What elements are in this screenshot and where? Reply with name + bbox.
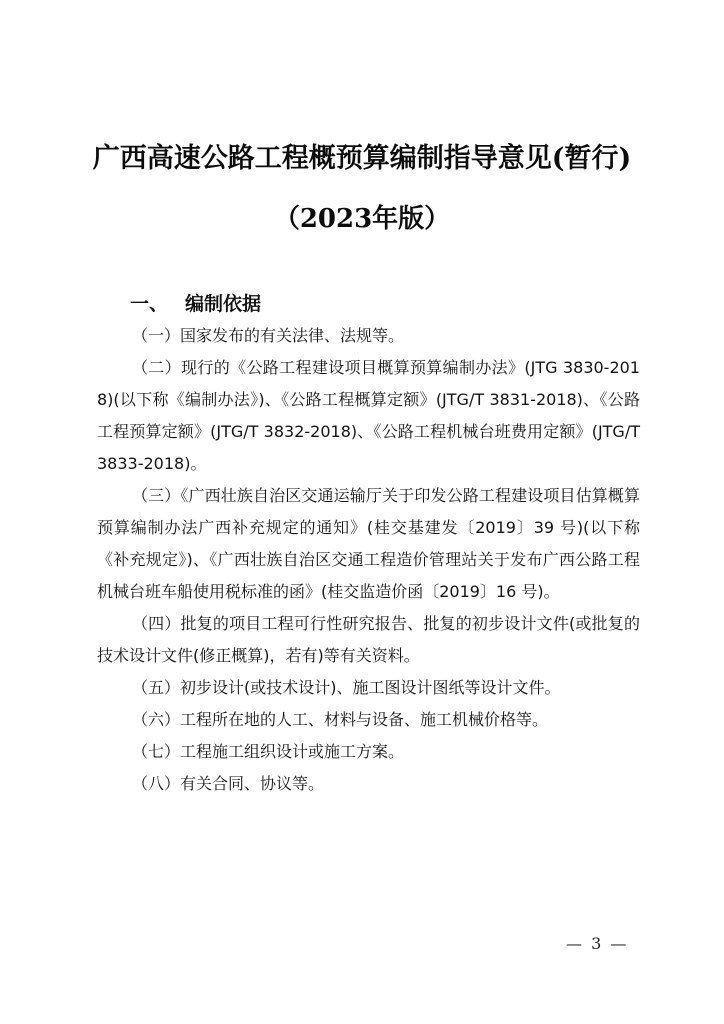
page-number: — 3 — [566, 934, 629, 953]
paragraph-1: （一）国家发布的有关法律、法规等。 [132, 326, 405, 345]
paragraph-7: （七）工程施工组织设计或施工方案。 [132, 742, 405, 761]
paragraph-8: （八）有关合同、协议等。 [132, 774, 325, 793]
paragraph-5: （五）初步设计(或技术设计)、施工图设计图纸等设计文件。 [132, 678, 561, 697]
paragraph-4: （四）批复的项目工程可行性研究报告、批复的初步设计文件(或批复的技术设计文件(修正概算)，若有)等有关资料。 [97, 614, 640, 665]
document-body [97, 320, 640, 800]
section-title: 编制依据 [185, 293, 262, 315]
section-number: 一、 [130, 293, 169, 315]
paragraph-2: （二）现行的《公路工程建设项目概算预算编制办法》(JTG 3830-2018)(以下称《编制办法》)、《公路工程概算定额》(JTG/T 3831-2018)、《公路工程预算定额》(JTG/T 3832-2018)、《公路工程机械台班费用定额》(JTG/T 3833-2018)。 [97, 358, 640, 473]
document-title: 广西高速公路工程概预算编制指导意见(暂行) [92, 143, 632, 174]
section-heading [130, 289, 261, 316]
paragraph-6: （六）工程所在地的人工、材料与设备、施工机械价格等。 [132, 710, 549, 729]
document-subtitle: （2023年版） [273, 204, 451, 234]
paragraph-3: （三）《广西壮族自治区交通运输厅关于印发公路工程建设项目估算概算预算编制办法广西补充规定的通知》(桂交基建发〔2019〕39 号)(以下称《补充规定》)、《广西壮族自治区交通工程造价管理站关于发布广西公路工程机械台班车船使用税标准的函》(桂交监造价函〔2019〕16 号)。 [97, 486, 640, 601]
